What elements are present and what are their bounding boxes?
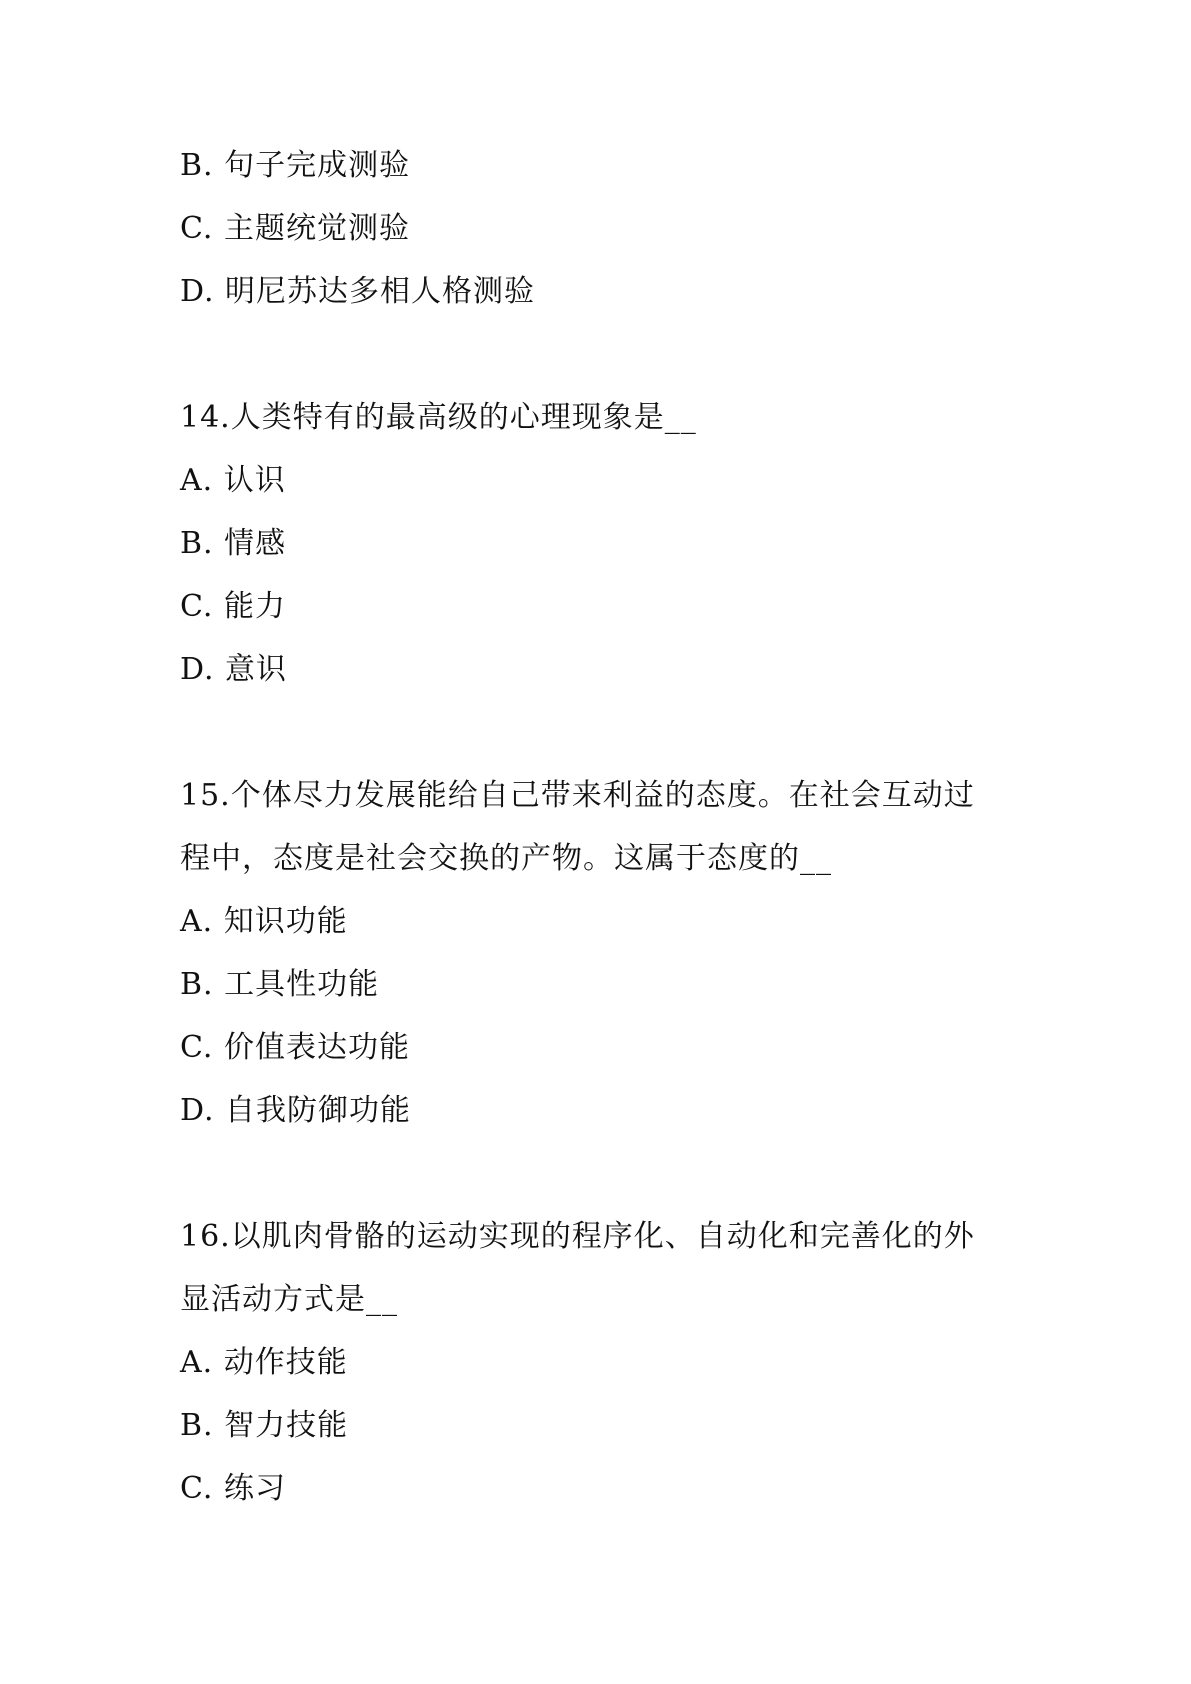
q16-option-a: A. 动作技能: [180, 1345, 348, 1380]
q13-option-c: C. 主题统觉测验: [180, 211, 410, 246]
q15-stem-line2: 程中，态度是社会交换的产物。这属于态度的__: [180, 841, 832, 876]
q14-stem: 14.人类特有的最高级的心理现象是__: [180, 400, 697, 435]
q16-stem-line1: 16.以肌肉骨骼的运动实现的程序化、自动化和完善化的外: [180, 1219, 975, 1254]
q15-option-d: D. 自我防御功能: [180, 1093, 412, 1128]
q16-stem-line2: 显活动方式是__: [180, 1282, 398, 1317]
q15-option-c: C. 价值表达功能: [180, 1030, 410, 1065]
q16-option-b: B. 智力技能: [180, 1408, 349, 1443]
q15-option-a: A. 知识功能: [180, 904, 348, 939]
q15-option-b: B. 工具性功能: [180, 967, 380, 1002]
q14-option-d: D. 意识: [180, 652, 288, 687]
q15-stem-line1: 15.个体尽力发展能给自己带来利益的态度。在社会互动过: [180, 778, 975, 813]
q14-option-b: B. 情感: [180, 526, 287, 561]
q14-option-c: C. 能力: [180, 589, 286, 624]
q14-option-a: A. 认识: [180, 463, 286, 498]
q16-option-c: C. 练习: [180, 1471, 286, 1506]
q13-option-b: B. 句子完成测验: [180, 148, 411, 183]
q13-option-d: D. 明尼苏达多相人格测验: [180, 274, 536, 309]
